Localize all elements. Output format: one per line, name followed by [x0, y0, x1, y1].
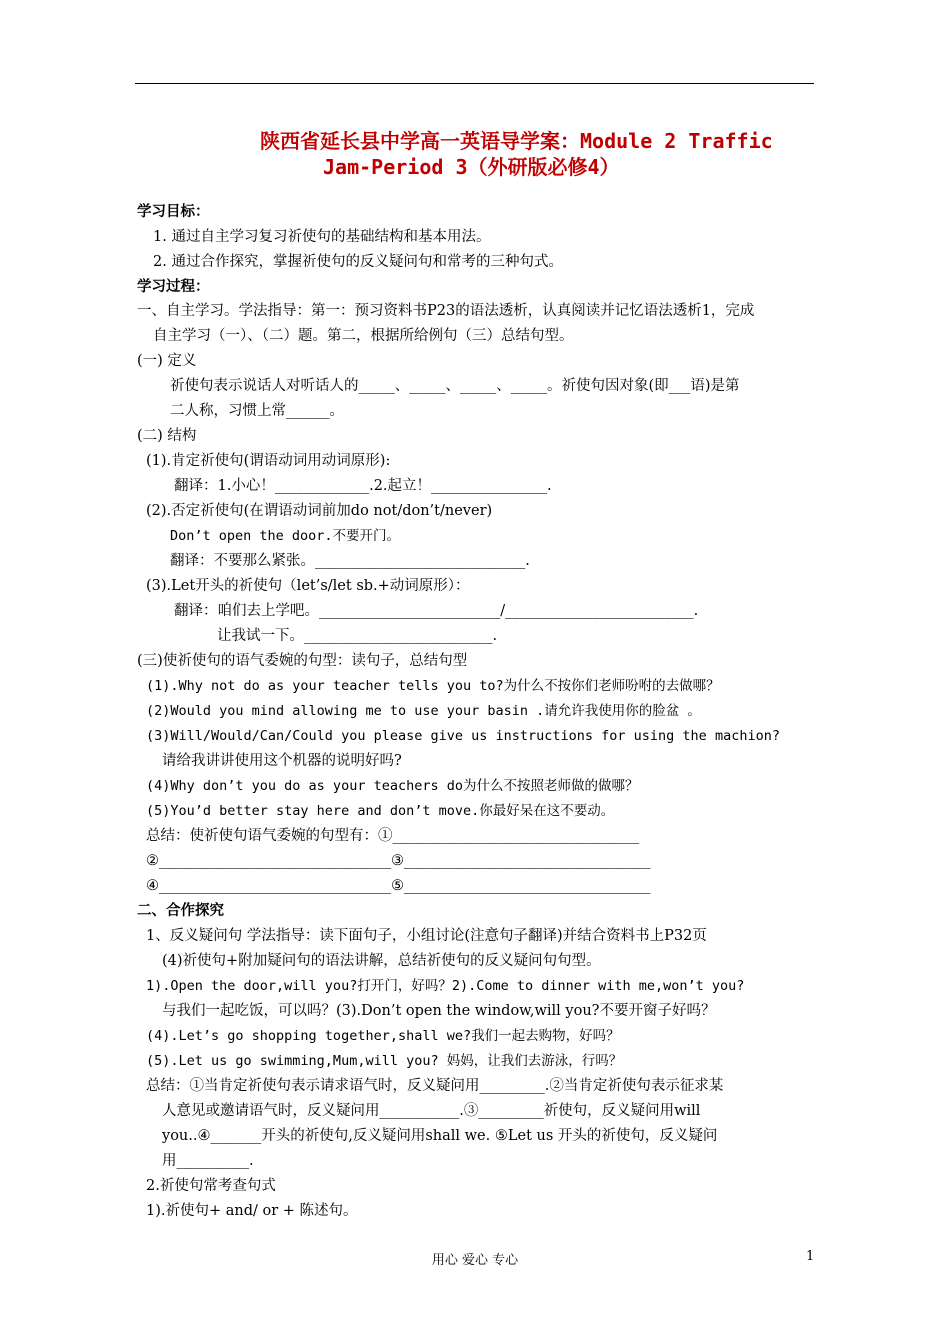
- polite-example-1: (1).Why not do as your teacher tells you to?为什么不按你们老师吩咐的去做哪？: [146, 678, 720, 694]
- structure-affirmative: (1).肯定祈使句(谓语动词用动词原形):: [146, 453, 391, 469]
- definition-text-1: 祈使句表示说话人对听话人的_____、_____、_____、_____。祈使句因对象(即___语)是第: [170, 378, 740, 394]
- common-patterns-heading: 2.祈使句常考查句式: [146, 1178, 276, 1194]
- part-one-instructions: 自主学习（一）、（二）题。第二，根据所给例句（三）总结句型。: [153, 328, 574, 344]
- structure-negative: (2).否定祈使句(在谓语动词前加do not/don’t/never): [146, 503, 493, 519]
- common-pattern-1: 1).祈使句+ and/ or + 陈述句。: [146, 1203, 358, 1219]
- page-number: 1: [806, 1249, 815, 1264]
- tag-example-2: 与我们一起吃饭，可以吗？(3).Don’t open the window,will you?不要开窗子好吗？: [162, 1003, 716, 1019]
- section-heading-objectives: 学习目标：: [137, 203, 210, 220]
- translate-exercise-1: 翻译：1.小心！_____________.2.起立！________________.: [174, 478, 552, 494]
- footer-motto: 用心 爱心 专心: [431, 1253, 519, 1268]
- negative-example: Don’t open the door.不要开门。: [170, 528, 401, 544]
- tag-question-instructions-1: 1、反义疑问句 学法指导：读下面句子，小组讨论(注意句子翻译)并结合资料书上P32页: [146, 928, 707, 944]
- objective-2: 2. 通过合作探究，掌握祈使句的反义疑问句和常考的三种句式。: [153, 254, 563, 270]
- part-two-heading: 二、合作探究: [137, 902, 224, 919]
- polite-example-3-translation: 请给我讲讲使用这个机器的说明好吗?: [162, 753, 402, 769]
- polite-example-2: (2)Would you mind allowing me to use your basin .请允许我使用你的脸盆 。: [146, 703, 701, 719]
- polite-summary-1: 总结：使祈使句语气委婉的句型有：①__________________________________: [146, 828, 639, 844]
- tag-example-1: 1).Open the door,will you?打开门，好吗？2).Come to dinner with me,won’t you?: [146, 978, 745, 994]
- objective-1: 1. 通过自主学习复习祈使句的基础结构和基本用法。: [153, 229, 491, 245]
- subsection-polite-patterns: (三)使祈使句的语气委婉的句型：读句子，总结句型: [137, 653, 468, 669]
- translate-exercise-2: 翻译：不要那么紧张。_____________________________.: [170, 553, 530, 569]
- document-title-line-2: Jam-Period 3（外研版必修4）: [323, 155, 620, 179]
- definition-text-2: 二人称，习惯上常______。: [170, 403, 344, 419]
- translate-exercise-4: 让我试一下。__________________________.: [217, 628, 498, 644]
- polite-example-5: (5)You’d better stay here and don’t move.你最好呆在这不要动。: [146, 803, 615, 819]
- subsection-structure: (二) 结构: [137, 428, 197, 444]
- tag-summary-3: you..④_______开头的祈使句,反义疑问用shall we. ⑤Let us 开头的祈使句，反义疑问: [162, 1128, 718, 1144]
- polite-example-3: (3)Will/Would/Can/Could you please give us instructions for using the machion?: [146, 728, 780, 744]
- header-rule: [135, 83, 814, 84]
- document-title-line-1: 陕西省延长县中学高一英语导学案：Module 2 Traffic: [260, 129, 773, 153]
- tag-summary-2: 人意见或邀请语气时，反义疑问用___________.③_________祈使句，反义疑问用will: [162, 1103, 701, 1119]
- polite-example-4: (4)Why don’t you do as your teachers do为什么不按照老师做的做哪？: [146, 778, 639, 794]
- tag-example-3: (4).Let’s go shopping together,shall we?我们一起去购物，好吗？: [146, 1028, 620, 1044]
- tag-summary-4: 用__________.: [162, 1153, 254, 1169]
- polite-summary-2: ②________________________________③__________________________________: [146, 853, 651, 869]
- polite-summary-3: ④________________________________⑤__________________________________: [146, 878, 651, 894]
- tag-summary-1: 总结：①当肯定祈使句表示请求语气时，反义疑问用_________.②当肯定祈使句表示征求某: [146, 1078, 724, 1094]
- tag-question-instructions-2: (4)祈使句+附加疑问句的语法讲解，总结祈使句的反义疑问句句型。: [162, 953, 601, 969]
- part-one-heading: 一、自主学习。学法指导：第一：预习资料书P23的语法透析，认真阅读并记忆语法透析1，完成: [137, 303, 755, 319]
- subsection-definition: (一) 定义: [137, 353, 197, 369]
- tag-example-4: (5).Let us go swimming,Mum,will you? 妈妈，让我们去游泳，行吗？: [146, 1053, 623, 1069]
- structure-let: (3).Let开头的祈使句（let’s/let sb.+动词原形）：: [146, 578, 470, 594]
- section-heading-process: 学习过程：: [137, 278, 210, 295]
- translate-exercise-3: 翻译：咱们去上学吧。_________________________/__________________________.: [174, 603, 699, 619]
